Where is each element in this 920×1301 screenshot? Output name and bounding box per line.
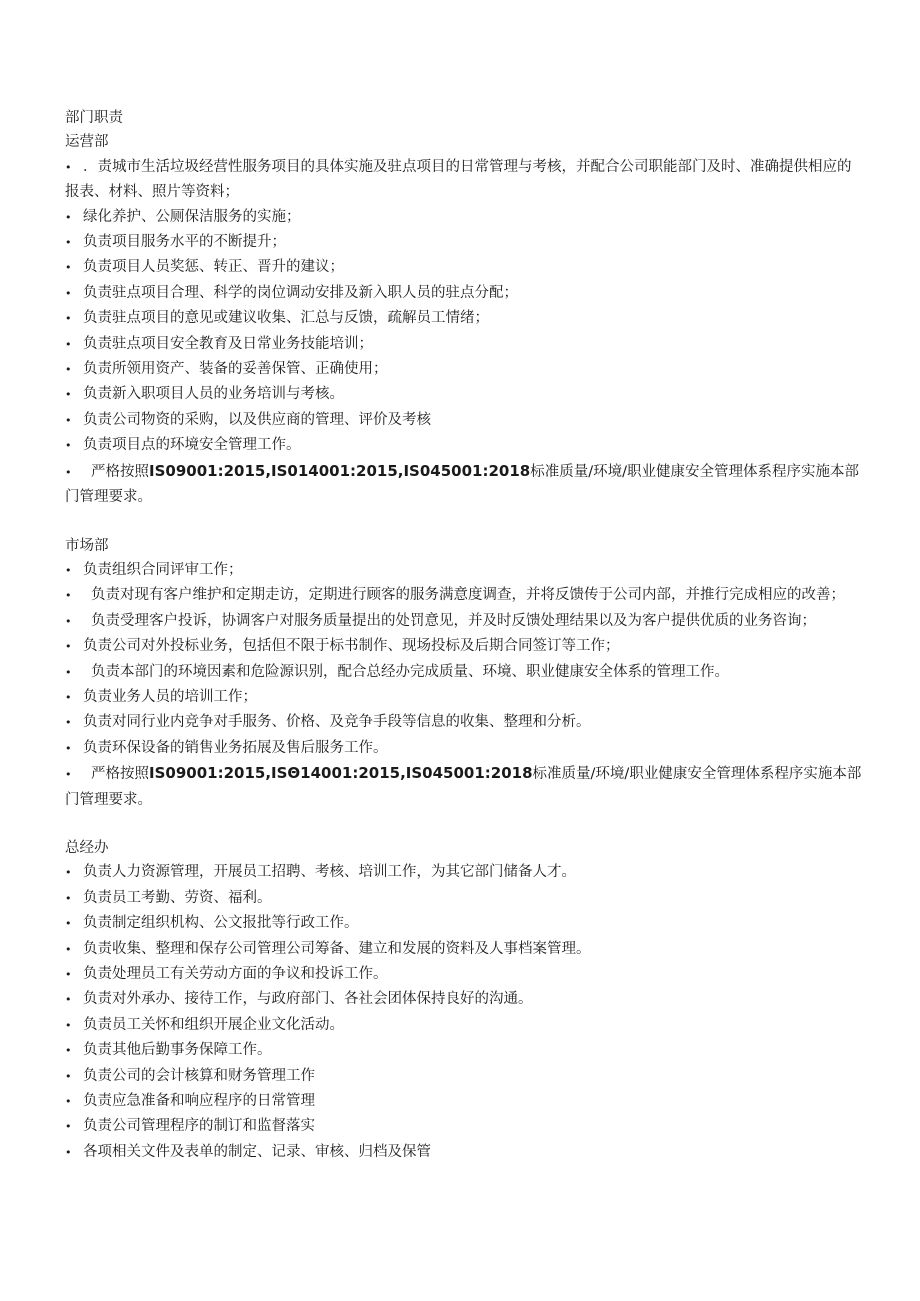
responsibility-list bbox=[65, 155, 865, 510]
list-item: • 绿化养护、公厕保洁服务的实施； bbox=[65, 205, 865, 230]
bullet-icon: • bbox=[65, 968, 72, 981]
list-item: • 负责本部门的环境因素和危险源识别，配合总经办完成质量、环境、职业健康安全体系的管理工作。 bbox=[65, 660, 865, 685]
list-item: • ．责城市生活垃圾经营性服务项目的具体实施及驻点项目的日常管理与考核，并配合公司职能部门及时、准确提供相应的报表、材料、照片等资料； bbox=[65, 155, 865, 205]
list-item: • 负责受理客户投诉，协调客户对服务质量提出的处罚意见，并及时反馈处理结果以及为客户提供优质的业务咨询； bbox=[65, 609, 865, 634]
list-item: • 负责对现有客户维护和定期走访，定期进行顾客的服务满意度调查，并将反馈传于公司内部，并推行完成相应的改善； bbox=[65, 583, 865, 608]
list-item: • 各项相关文件及表单的制定、记录、审核、归档及保管 bbox=[65, 1140, 865, 1165]
standard-item: • 严格按照IS09001:2015,ISΘ14001:2015,IS045001:2018标准质量/环境/职业健康安全管理体系程序实施本部门管理要求。 bbox=[65, 764, 862, 808]
bullet-icon: • bbox=[65, 665, 72, 679]
bullet-icon: • bbox=[65, 439, 72, 453]
responsibility-list bbox=[65, 558, 865, 812]
department-operations bbox=[65, 130, 865, 509]
bullet-icon: • bbox=[65, 640, 72, 654]
list-item: • 负责对同行业内竞争对手服务、价格、及竞争手段等信息的收集、整理和分析。 bbox=[65, 710, 865, 735]
bullet-icon: • bbox=[65, 312, 72, 326]
standard-item: • 严格按照IS09001:2015,IS014001:2015,IS045001:2018标准质量/环境/职业健康安全管理体系程序实施本部门管理要求。 bbox=[65, 461, 859, 506]
bullet-icon: • bbox=[65, 1044, 72, 1058]
bullet-icon: • bbox=[65, 866, 72, 880]
list-item: • 负责项目服务水平的不断提升； bbox=[65, 230, 865, 255]
bullet-icon: • bbox=[65, 917, 72, 931]
department-title: 总经办 bbox=[65, 839, 109, 856]
bullet-icon: • bbox=[65, 891, 72, 905]
department-title: 运营部 bbox=[65, 134, 109, 151]
bullet-icon: • bbox=[65, 337, 72, 351]
list-item: • 负责公司物资的采购，以及供应商的管理、评价及考核 bbox=[65, 408, 865, 433]
department-marketing bbox=[65, 534, 865, 812]
list-item: • 负责对外承办、接待工作，与政府部门、各社会团体保持良好的沟通。 bbox=[65, 987, 865, 1012]
list-item: • 负责员工关怀和组织开展企业文化活动。 bbox=[65, 1013, 865, 1038]
bullet-icon: • bbox=[65, 388, 72, 402]
list-item: • 负责组织合同评审工作； bbox=[65, 558, 865, 583]
list-item: • 负责驻点项目安全教育及日常业务技能培训； bbox=[65, 332, 865, 357]
bullet-icon: • bbox=[65, 768, 72, 782]
department-title: 市场部 bbox=[65, 537, 109, 554]
bullet-icon: • bbox=[65, 1018, 72, 1032]
list-item: • 负责驻点项目的意见或建议收集、汇总与反馈，疏解员工情绪； bbox=[65, 306, 865, 331]
list-item: • 负责新入职项目人员的业务培训与考核。 bbox=[65, 382, 865, 407]
list-item: • 负责其他后勤事务保障工作。 bbox=[65, 1038, 865, 1063]
list-item: • 负责公司管理程序的制订和监督落实 bbox=[65, 1114, 865, 1139]
standard-code: IS09001:2015,IS014001:2015,IS045001:2018 bbox=[149, 461, 531, 480]
list-item: • 负责所领用资产、装备的妥善保管、正确使用； bbox=[65, 357, 865, 382]
responsibility-list bbox=[65, 860, 865, 1165]
bullet-icon: • bbox=[65, 261, 72, 275]
document-page bbox=[65, 106, 865, 1165]
section-spacer bbox=[65, 510, 865, 534]
department-general-office bbox=[65, 836, 865, 1165]
list-item: • 负责项目点的环境安全管理工作。 bbox=[65, 433, 865, 458]
bullet-icon: • bbox=[65, 690, 72, 704]
bullet-icon: • bbox=[65, 1120, 72, 1134]
standard-code: IS09001:2015,ISΘ14001:2015,IS045001:2018 bbox=[149, 764, 533, 783]
bullet-icon: • bbox=[65, 236, 72, 250]
bullet-icon: • bbox=[65, 563, 72, 577]
list-item: • 负责业务人员的培训工作； bbox=[65, 685, 865, 710]
bullet-icon: • bbox=[65, 614, 72, 628]
bullet-icon: • bbox=[65, 1095, 72, 1109]
bullet-icon: • bbox=[65, 286, 72, 300]
list-item: • 负责处理员工有关劳动方面的争议和投诉工作。 bbox=[65, 962, 865, 987]
list-item: • 负责制定组织机构、公文报批等行政工作。 bbox=[65, 911, 865, 936]
list-item: • 负责项目人员奖惩、转正、晋升的建议； bbox=[65, 255, 865, 280]
bullet-icon: • bbox=[65, 589, 72, 603]
bullet-icon: • bbox=[65, 413, 72, 427]
bullet-icon: • bbox=[65, 1069, 72, 1083]
list-item: • 负责应急准备和响应程序的日常管理 bbox=[65, 1089, 865, 1114]
bullet-icon: • bbox=[65, 160, 72, 174]
list-item: • 负责员工考勤、劳资、福利。 bbox=[65, 886, 865, 911]
bullet-icon: • bbox=[65, 1145, 72, 1159]
list-item: • 负责驻点项目合理、科学的岗位调动安排及新入职人员的驻点分配； bbox=[65, 281, 865, 306]
list-item: • 负责人力资源管理，开展员工招聘、考核、培训工作，为其它部门储备人才。 bbox=[65, 860, 865, 885]
bullet-icon: • bbox=[65, 465, 72, 479]
bullet-icon: • bbox=[65, 363, 72, 377]
bullet-icon: • bbox=[65, 741, 72, 755]
list-item: • 负责收集、整理和保存公司管理公司筹备、建立和发展的资料及人事档案管理。 bbox=[65, 937, 865, 962]
page-title: 部门职责 bbox=[65, 110, 123, 126]
bullet-icon: • bbox=[65, 716, 72, 730]
list-item: • 负责公司对外投标业务，包括但不限于标书制作、现场投标及后期合同签订等工作； bbox=[65, 634, 865, 659]
bullet-icon: • bbox=[65, 942, 72, 956]
bullet-icon: • bbox=[65, 210, 72, 224]
bullet-icon: • bbox=[65, 993, 72, 1007]
list-item: • 负责公司的会计核算和财务管理工作 bbox=[65, 1064, 865, 1089]
section-spacer bbox=[65, 812, 865, 836]
list-item: • 负责环保设备的销售业务拓展及售后服务工作。 bbox=[65, 736, 865, 761]
